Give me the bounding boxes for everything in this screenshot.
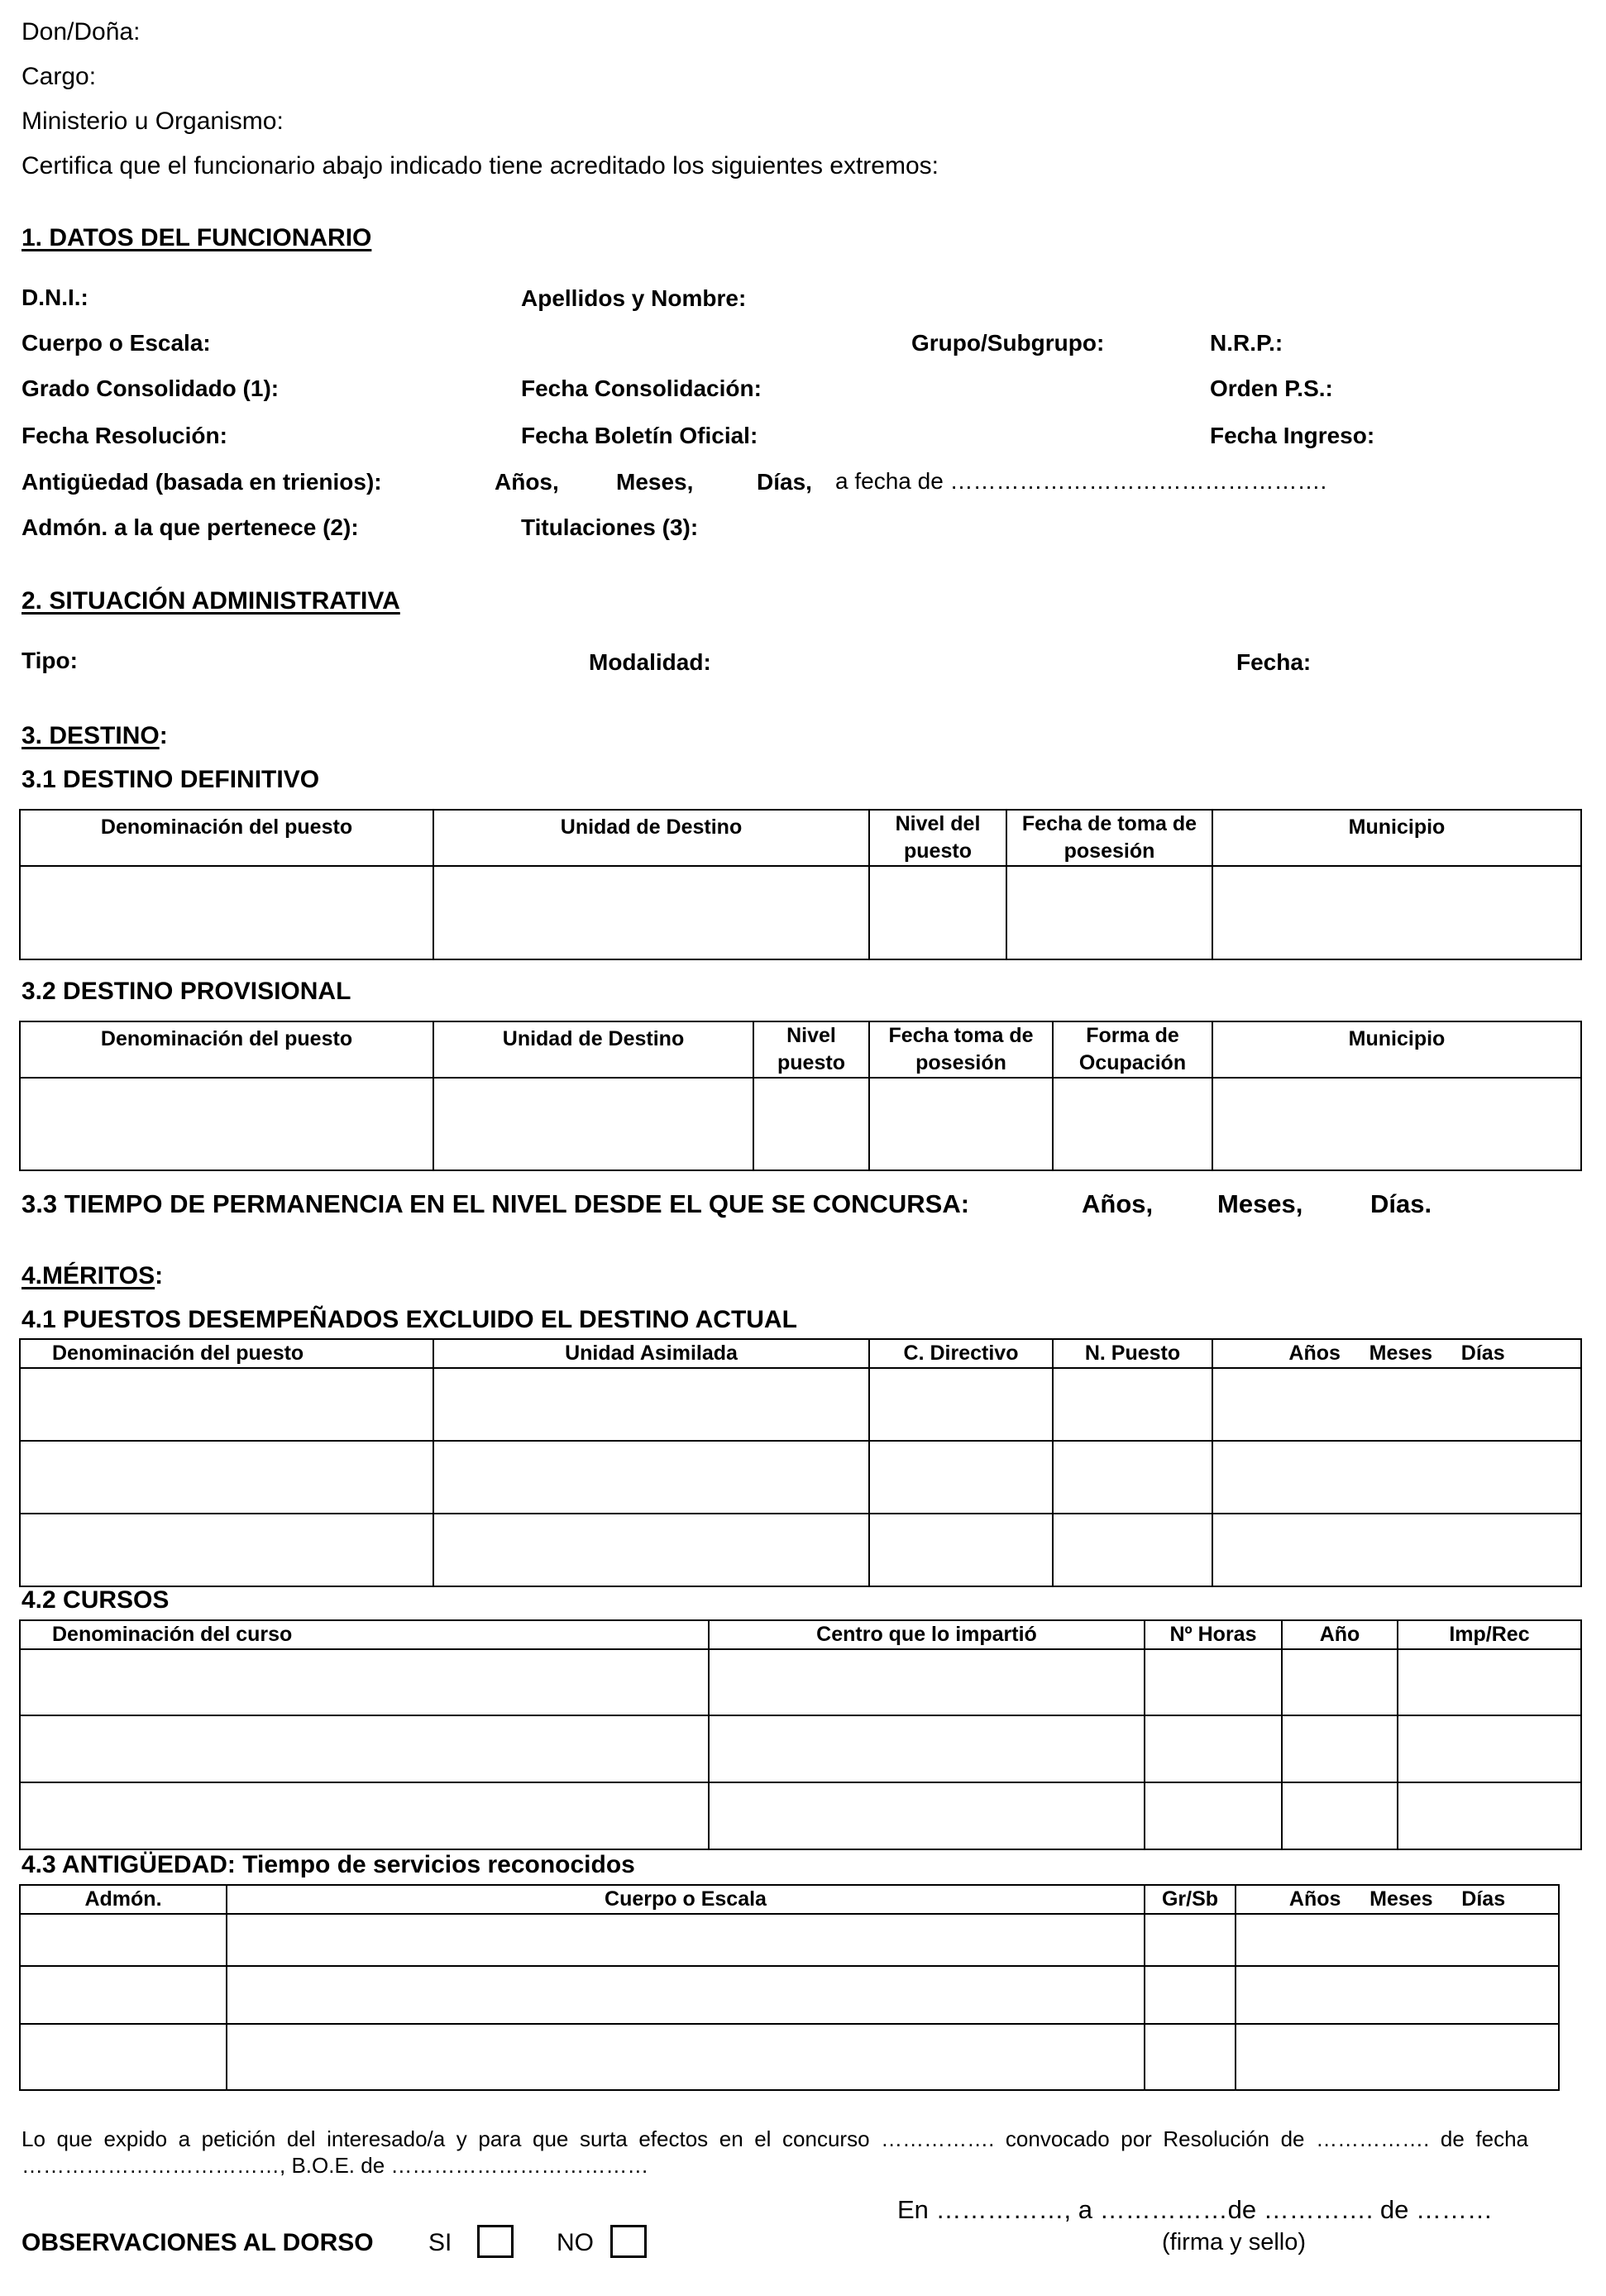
a-fecha-de-text: a fecha de …………………………………………. [835,468,1327,494]
column-header: Admón. [20,1885,227,1914]
table-cell[interactable] [869,1514,1053,1586]
don-dona-label: Don/Doña: [22,18,141,45]
table-cell[interactable] [869,866,1006,959]
table-cell[interactable] [1236,1966,1559,2024]
column-header: Denominación del puesto [20,810,433,866]
permanencia-meses-label: Meses, [1217,1189,1303,1218]
column-header: Nivel puesto [753,1021,869,1078]
antiguedad-anos-label: Años, [495,469,559,495]
no-checkbox[interactable] [610,2225,647,2258]
grupo-label: Grupo/Subgrupo: [911,330,1105,356]
antiguedad-label: Antigüedad (basada en trienios): [22,469,382,495]
column-header: Centro que lo impartió [709,1620,1145,1649]
destino-provisional-table [19,1021,1582,1171]
table-cell[interactable] [20,1514,433,1586]
column-header: Municipio [1212,1021,1581,1078]
table-row [20,1649,1581,1715]
si-label: SI [428,2229,452,2256]
table-cell[interactable] [433,866,869,959]
column-header: Imp/Rec [1398,1620,1581,1649]
section-4-colon: : [155,1262,164,1289]
fecha-consolidacion-label: Fecha Consolidación: [521,375,762,401]
table-row [20,2024,1559,2090]
destino-definitivo-table [19,809,1582,960]
table-cell[interactable] [20,1782,709,1849]
table-cell[interactable] [1212,1078,1581,1170]
column-header: Años Meses Días [1236,1885,1559,1914]
table-cell[interactable] [227,1966,1145,2024]
column-header: Denominación del puesto [20,1021,433,1078]
ministerio-label: Ministerio u Organismo: [22,108,284,135]
column-header: Nivel del puesto [869,810,1006,866]
column-header: Nº Horas [1145,1620,1282,1649]
table-row [20,1514,1581,1586]
table-cell[interactable] [1398,1715,1581,1782]
table-cell[interactable] [1398,1782,1581,1849]
table-cell[interactable] [1145,1966,1236,2024]
fecha-resolucion-label: Fecha Resolución: [22,423,227,448]
section-3-title [22,722,168,750]
destino-provisional-title: 3.2 DESTINO PROVISIONAL [22,978,351,1005]
cuerpo-label: Cuerpo o Escala: [22,330,211,356]
column-header: Cuerpo o Escala [227,1885,1145,1914]
table-cell[interactable] [1212,1514,1581,1586]
antiguedad-servicios-title: 4.3 ANTIGÜEDAD: Tiempo de servicios reconocidos [22,1851,635,1878]
table-cell[interactable] [433,1514,869,1586]
antiguedad-meses-label: Meses, [616,469,694,495]
table-cell[interactable] [1398,1649,1581,1715]
permanencia-anos-label: Años, [1082,1189,1154,1218]
expido-text-line-2: ………………………………, B.O.E. de ……………………………… [22,2153,649,2178]
column-header: Forma de Ocupación [1053,1021,1212,1078]
column-header: Unidad de Destino [433,810,869,866]
table-cell[interactable] [753,1078,869,1170]
table-row [20,1782,1581,1849]
column-header: Unidad Asimilada [433,1339,869,1368]
antiguedad-dias-label: Días, [757,469,812,495]
table-cell[interactable] [20,1649,709,1715]
table-cell[interactable] [1212,1441,1581,1514]
permanencia-dias-label: Días. [1370,1189,1432,1218]
no-label: NO [557,2229,594,2256]
table-cell[interactable] [1145,2024,1236,2090]
firma-sello-label: (firma y sello) [1162,2229,1307,2255]
table-cell[interactable] [1053,1441,1212,1514]
fecha-ingreso-label: Fecha Ingreso: [1210,423,1375,448]
dni-label: D.N.I.: [22,285,88,310]
puestos-desempenados-table [19,1338,1582,1587]
certifica-text: Certifica que el funcionario abajo indicado tiene acreditado los siguientes extremos: [22,152,939,179]
column-header: Fecha toma de posesión [869,1021,1053,1078]
section-3-title-text: 3. DESTINO [22,722,160,749]
table-cell[interactable] [227,1914,1145,1966]
table-cell[interactable] [20,1368,433,1441]
table-cell[interactable] [1053,1514,1212,1586]
column-header: N. Puesto [1053,1339,1212,1368]
antiguedad-servicios-table [19,1884,1560,2091]
destino-definitivo-title: 3.1 DESTINO DEFINITIVO [22,766,320,793]
table-row [20,1441,1581,1514]
cargo-label: Cargo: [22,63,97,90]
table-cell[interactable] [1236,1914,1559,1966]
table-cell[interactable] [1236,2024,1559,2090]
column-header: Año [1282,1620,1398,1649]
column-header: Denominación del curso [20,1620,709,1649]
table-cell[interactable] [20,1715,709,1782]
table-cell[interactable] [20,1441,433,1514]
table-cell[interactable] [869,1441,1053,1514]
lugar-fecha-line: En ……………, a ……………de …………. de ……… [897,2195,1494,2224]
column-header: Municipio [1212,810,1581,866]
puestos-desempenados-title: 4.1 PUESTOS DESEMPEÑADOS EXCLUIDO EL DESTINO ACTUAL [22,1306,797,1333]
situacion-fecha-label: Fecha: [1236,649,1312,675]
nrp-label: N.R.P.: [1210,330,1283,356]
column-header: Fecha de toma de posesión [1006,810,1212,866]
table-cell[interactable] [1053,1078,1212,1170]
column-header: Gr/Sb [1145,1885,1236,1914]
table-cell[interactable] [1145,1649,1282,1715]
section-1-title: 1. DATOS DEL FUNCIONARIO [22,224,372,251]
table-cell[interactable] [1212,1368,1581,1441]
table-cell[interactable] [20,866,433,959]
si-checkbox[interactable] [477,2225,514,2258]
table-cell[interactable] [20,1078,433,1170]
table-cell[interactable] [433,1368,869,1441]
table-cell[interactable] [869,1368,1053,1441]
observaciones-label: OBSERVACIONES AL DORSO [22,2229,374,2256]
titulaciones-label: Titulaciones (3): [521,514,699,540]
table-row [20,866,1581,959]
table-cell[interactable] [1145,1782,1282,1849]
column-header: Unidad de Destino [433,1021,753,1078]
table-cell[interactable] [709,1649,1145,1715]
section-3-colon: : [159,722,168,749]
cursos-title: 4.2 CURSOS [22,1586,170,1614]
table-cell[interactable] [1212,866,1581,959]
table-cell[interactable] [20,2024,227,2090]
table-row [20,1078,1581,1170]
table-cell[interactable] [20,1914,227,1966]
table-cell[interactable] [1145,1914,1236,1966]
section-4-title-text: 4.MÉRITOS [22,1262,155,1289]
table-cell[interactable] [709,1782,1145,1849]
orden-label: Orden P.S.: [1210,375,1333,401]
table-cell[interactable] [1006,866,1212,959]
column-header: C. Directivo [869,1339,1053,1368]
column-header: Años Meses Días [1212,1339,1581,1368]
table-row [20,1715,1581,1782]
column-header: Denominación del puesto [20,1339,433,1368]
table-cell[interactable] [433,1441,869,1514]
section-4-title [22,1262,163,1290]
table-cell[interactable] [1282,1782,1398,1849]
table-cell[interactable] [869,1078,1053,1170]
fecha-boletin-label: Fecha Boletín Oficial: [521,423,758,448]
modalidad-label: Modalidad: [589,649,711,675]
table-row [20,1966,1559,2024]
tipo-label: Tipo: [22,648,78,673]
table-row [20,1914,1559,1966]
grado-label: Grado Consolidado (1): [22,375,280,401]
table-row [20,1368,1581,1441]
admon-label: Admón. a la que pertenece (2): [22,514,359,540]
section-2-title: 2. SITUACIÓN ADMINISTRATIVA [22,587,400,615]
cursos-table [19,1619,1582,1850]
table-cell[interactable] [1053,1368,1212,1441]
table-cell[interactable] [227,2024,1145,2090]
apellidos-label: Apellidos y Nombre: [521,285,747,311]
table-cell[interactable] [433,1078,753,1170]
table-cell[interactable] [1282,1715,1398,1782]
expido-text-line-1: Lo que expido a petición del interesado/a y para que surta efectos en el concurso ……………. convocado por Resolución de ……………. de fecha [22,2126,1528,2151]
table-cell[interactable] [1145,1715,1282,1782]
table-cell[interactable] [20,1966,227,2024]
tiempo-permanencia-label: 3.3 TIEMPO DE PERMANENCIA EN EL NIVEL DESDE EL QUE SE CONCURSA: [22,1189,970,1218]
table-cell[interactable] [1282,1649,1398,1715]
table-cell[interactable] [709,1715,1145,1782]
